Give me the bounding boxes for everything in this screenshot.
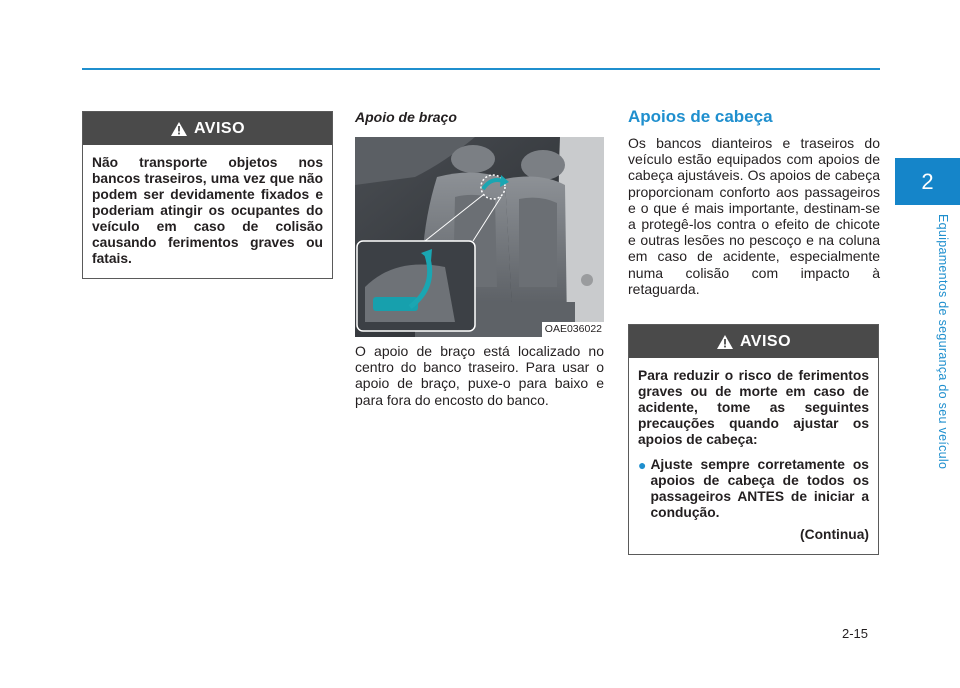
header-rule <box>82 68 880 70</box>
page-number: 2-15 <box>842 626 869 641</box>
chapter-number: 2 <box>921 168 934 194</box>
warning-text: Não transporte objetos nos bancos traseiros, uma vez que não podem ser devidamente fixados e poderiam atingir os ocupantes do veículo em caso de colisão causando ferimentos graves ou fatais. <box>92 155 323 266</box>
warning-content <box>629 358 878 551</box>
chapter-title <box>928 214 958 484</box>
armrest-figure <box>355 137 604 337</box>
rear-seat-illustration <box>355 137 604 337</box>
headrest-text: Os bancos dianteiros e traseiros do veículo estão equipados com apoios de cabeça ajustáveis. Os apoios de cabeça proporcionam conforto aos passageiros e o que é mais importante, destinam-se a protegê-los contra o efeito de chicote e outras lesões no pescoço e na coluna em caso de acidente, especialmente numa colisão com impacto à retaguarda. <box>628 135 880 297</box>
warning-bullet <box>638 457 869 521</box>
warning-bullet-text: Ajuste sempre corretamente os apoios de cabeça de todos os passageiros ANTES de iniciar a condução. <box>650 457 869 520</box>
chapter-title-text: Equipamentos de segurança do seu veículo <box>936 214 950 470</box>
warning-intro: Para reduzir o risco de ferimentos graves ou de morte em caso de acidente, tome as seguintes precauções quando ajustar os apoios de cabeça: <box>638 368 869 447</box>
figure-code: OAE036022 <box>542 322 604 337</box>
warning-box-cargo <box>82 111 333 279</box>
continue-label: (Continua) <box>800 527 869 542</box>
warning-title: AVISO <box>193 119 246 137</box>
bullet-dot-icon: ● <box>638 457 647 473</box>
chapter-tab <box>895 158 960 205</box>
warning-triangle-icon <box>716 334 734 350</box>
headrest-title: Apoios de cabeça <box>628 107 773 126</box>
armrest-title: Apoio de braço <box>355 109 457 125</box>
armrest-text: O apoio de braço está localizado no centro do banco traseiro. Para usar o apoio de braço, puxe-o para baixo e para fora do encosto do banco. <box>355 343 604 408</box>
warning-box-headrest <box>628 324 879 555</box>
warning-triangle-icon <box>170 121 188 137</box>
warning-header <box>629 325 878 358</box>
warning-title: AVISO <box>739 332 792 350</box>
warning-header <box>83 112 332 145</box>
